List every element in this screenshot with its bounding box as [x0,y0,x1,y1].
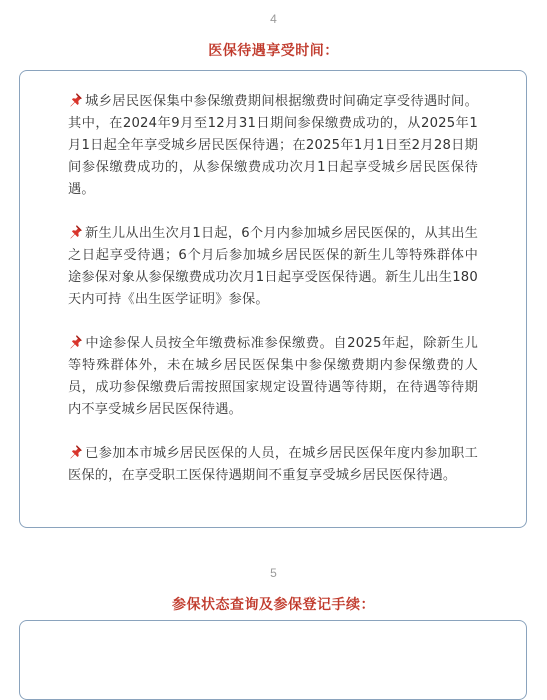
benefit-paragraph-3 [68,333,478,421]
status-query-card [19,620,527,700]
section-number-4: 4 [270,12,277,26]
section-title-status-query: 参保状态查询及参保登记手续： [172,597,375,613]
paragraph-text: 已参加本市城乡居民医保的人员，在城乡居民医保年度内参加职工医保的，在享受职工医保待遇期间不重复享受城乡居民医保待遇。 [68,446,478,483]
pushpin-icon [68,334,83,349]
paragraph-text: 中途参保人员按全年缴费标准参保缴费。自2025年起，除新生儿等特殊群体外，未在城乡居民医保集中参保缴费期内参保缴费的人员，成功参保缴费后需按照国家规定设置待遇等待期，在待遇等待期内不享受城乡居民医保待遇。 [68,336,478,417]
paragraph-text: 新生儿从出生次月1日起，6个月内参加城乡居民医保的，从其出生之日起享受待遇；6个月后参加城乡居民医保的新生儿等特殊群体中途参保对象从参保缴费成功次月1日起享受医保待遇。新生儿出生180天内可持《出生医学证明》参保。 [68,226,478,307]
benefit-paragraph-4 [68,443,478,487]
benefit-paragraph-1 [68,91,478,201]
section-title-benefit-time: 医保待遇享受时间： [208,43,339,59]
pushpin-icon [68,224,83,239]
section-number-5: 5 [270,566,277,580]
benefit-paragraph-2 [68,223,478,311]
paragraph-text: 城乡居民医保集中参保缴费期间根据缴费时间确定享受待遇时间。其中，在2024年9月至12月31日期间参保缴费成功的，从2025年1月1日起全年享受城乡居民医保待遇；在2025年1月1日至2月28日期间参保缴费成功的，从参保缴费成功次月1日起享受城乡居民医保待遇。 [68,94,478,197]
pushpin-icon [68,92,83,107]
pushpin-icon [68,444,83,459]
benefit-time-card [19,70,527,528]
